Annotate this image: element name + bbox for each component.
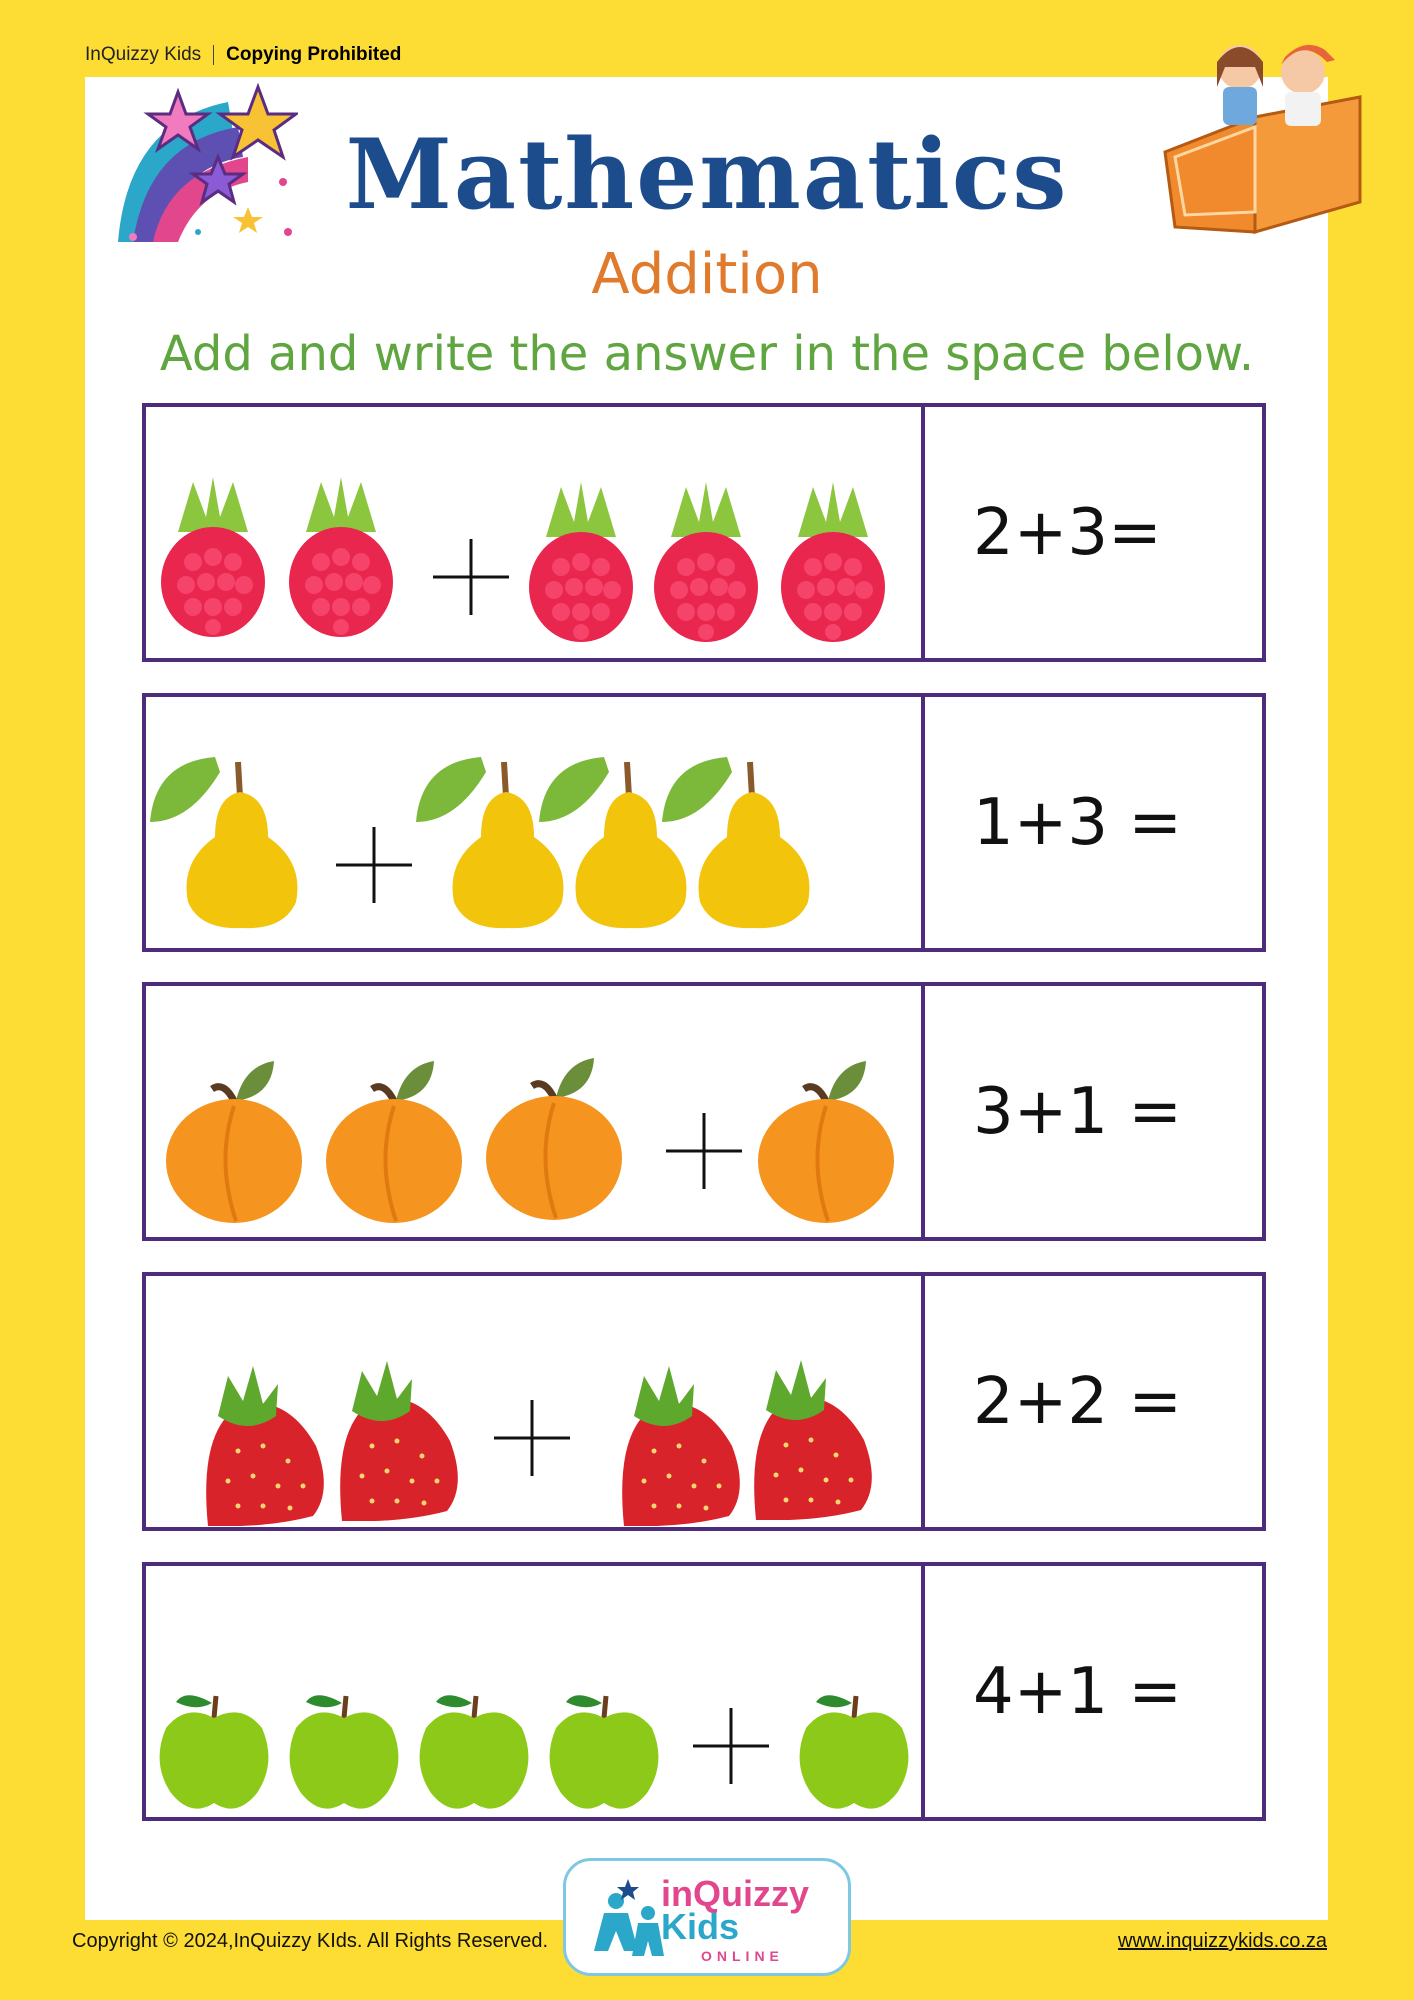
divider [213,45,214,65]
plus-sign-icon [664,1111,744,1191]
problem-row-5 [142,1562,1266,1821]
fruit-picture-area [146,1566,925,1817]
pear-icon [662,752,812,932]
raspberry-icon [778,482,888,647]
top-bar [85,44,401,66]
apple-icon [416,1688,532,1813]
copyright-text: Copyright © 2024,InQuizzy KIds. All Rights Reserved. [72,1930,549,1952]
equation-text: 2+2 = [973,1364,1183,1439]
copy-notice: Copying Prohibited [226,44,402,65]
peach-icon [324,1061,464,1226]
pear-icon [150,752,300,932]
equation [925,1566,1262,1817]
raspberry-icon [651,482,761,647]
strawberry-icon [746,1360,876,1520]
page-title: Mathematics [345,118,1069,231]
plus-sign-icon [431,537,511,617]
apple-icon [286,1688,402,1813]
strawberry-icon [198,1366,328,1526]
equation [925,986,1262,1237]
website-link[interactable]: www.inquizzykids.co.za [1118,1930,1327,1952]
peach-icon [164,1061,304,1226]
apple-icon [546,1688,662,1813]
problem-row-2 [142,693,1266,952]
brand-name: InQuizzy Kids [85,44,202,65]
problem-row-1 [142,403,1266,662]
page-subtitle: Addition [591,242,823,307]
peach-icon [756,1061,896,1226]
fruit-picture-area [146,407,925,658]
apple-icon [156,1688,272,1813]
strawberry-icon [614,1366,744,1526]
logo-line1: inQuizzy [661,1873,810,1914]
fruit-picture-area [146,697,925,948]
plus-sign-icon [691,1706,771,1786]
equation-text: 3+1 = [973,1074,1183,1149]
plus-sign-icon [492,1398,572,1478]
equation-text: 2+3= [973,495,1162,570]
problem-row-4 [142,1272,1266,1531]
equation [925,407,1262,658]
logo-line2: Kids [661,1906,740,1947]
equation-text: 4+1 = [973,1654,1183,1729]
raspberry-icon [158,477,268,642]
equation [925,697,1262,948]
logo-line3: ONLINE [701,1948,784,1964]
fruit-picture-area [146,1276,925,1527]
brand-logo [563,1858,851,1976]
apple-icon [796,1688,912,1813]
plus-sign-icon [334,825,414,905]
fruit-picture-area [146,986,925,1237]
strawberry-icon [332,1361,462,1521]
instructions: Add and write the answer in the space below. [159,326,1255,382]
equation-text: 1+3 = [973,785,1183,860]
peach-icon [484,1058,624,1223]
raspberry-icon [526,482,636,647]
raspberry-icon [286,477,396,642]
problem-row-3 [142,982,1266,1241]
logo-figures-icon [566,1861,848,1973]
equation [925,1276,1262,1527]
